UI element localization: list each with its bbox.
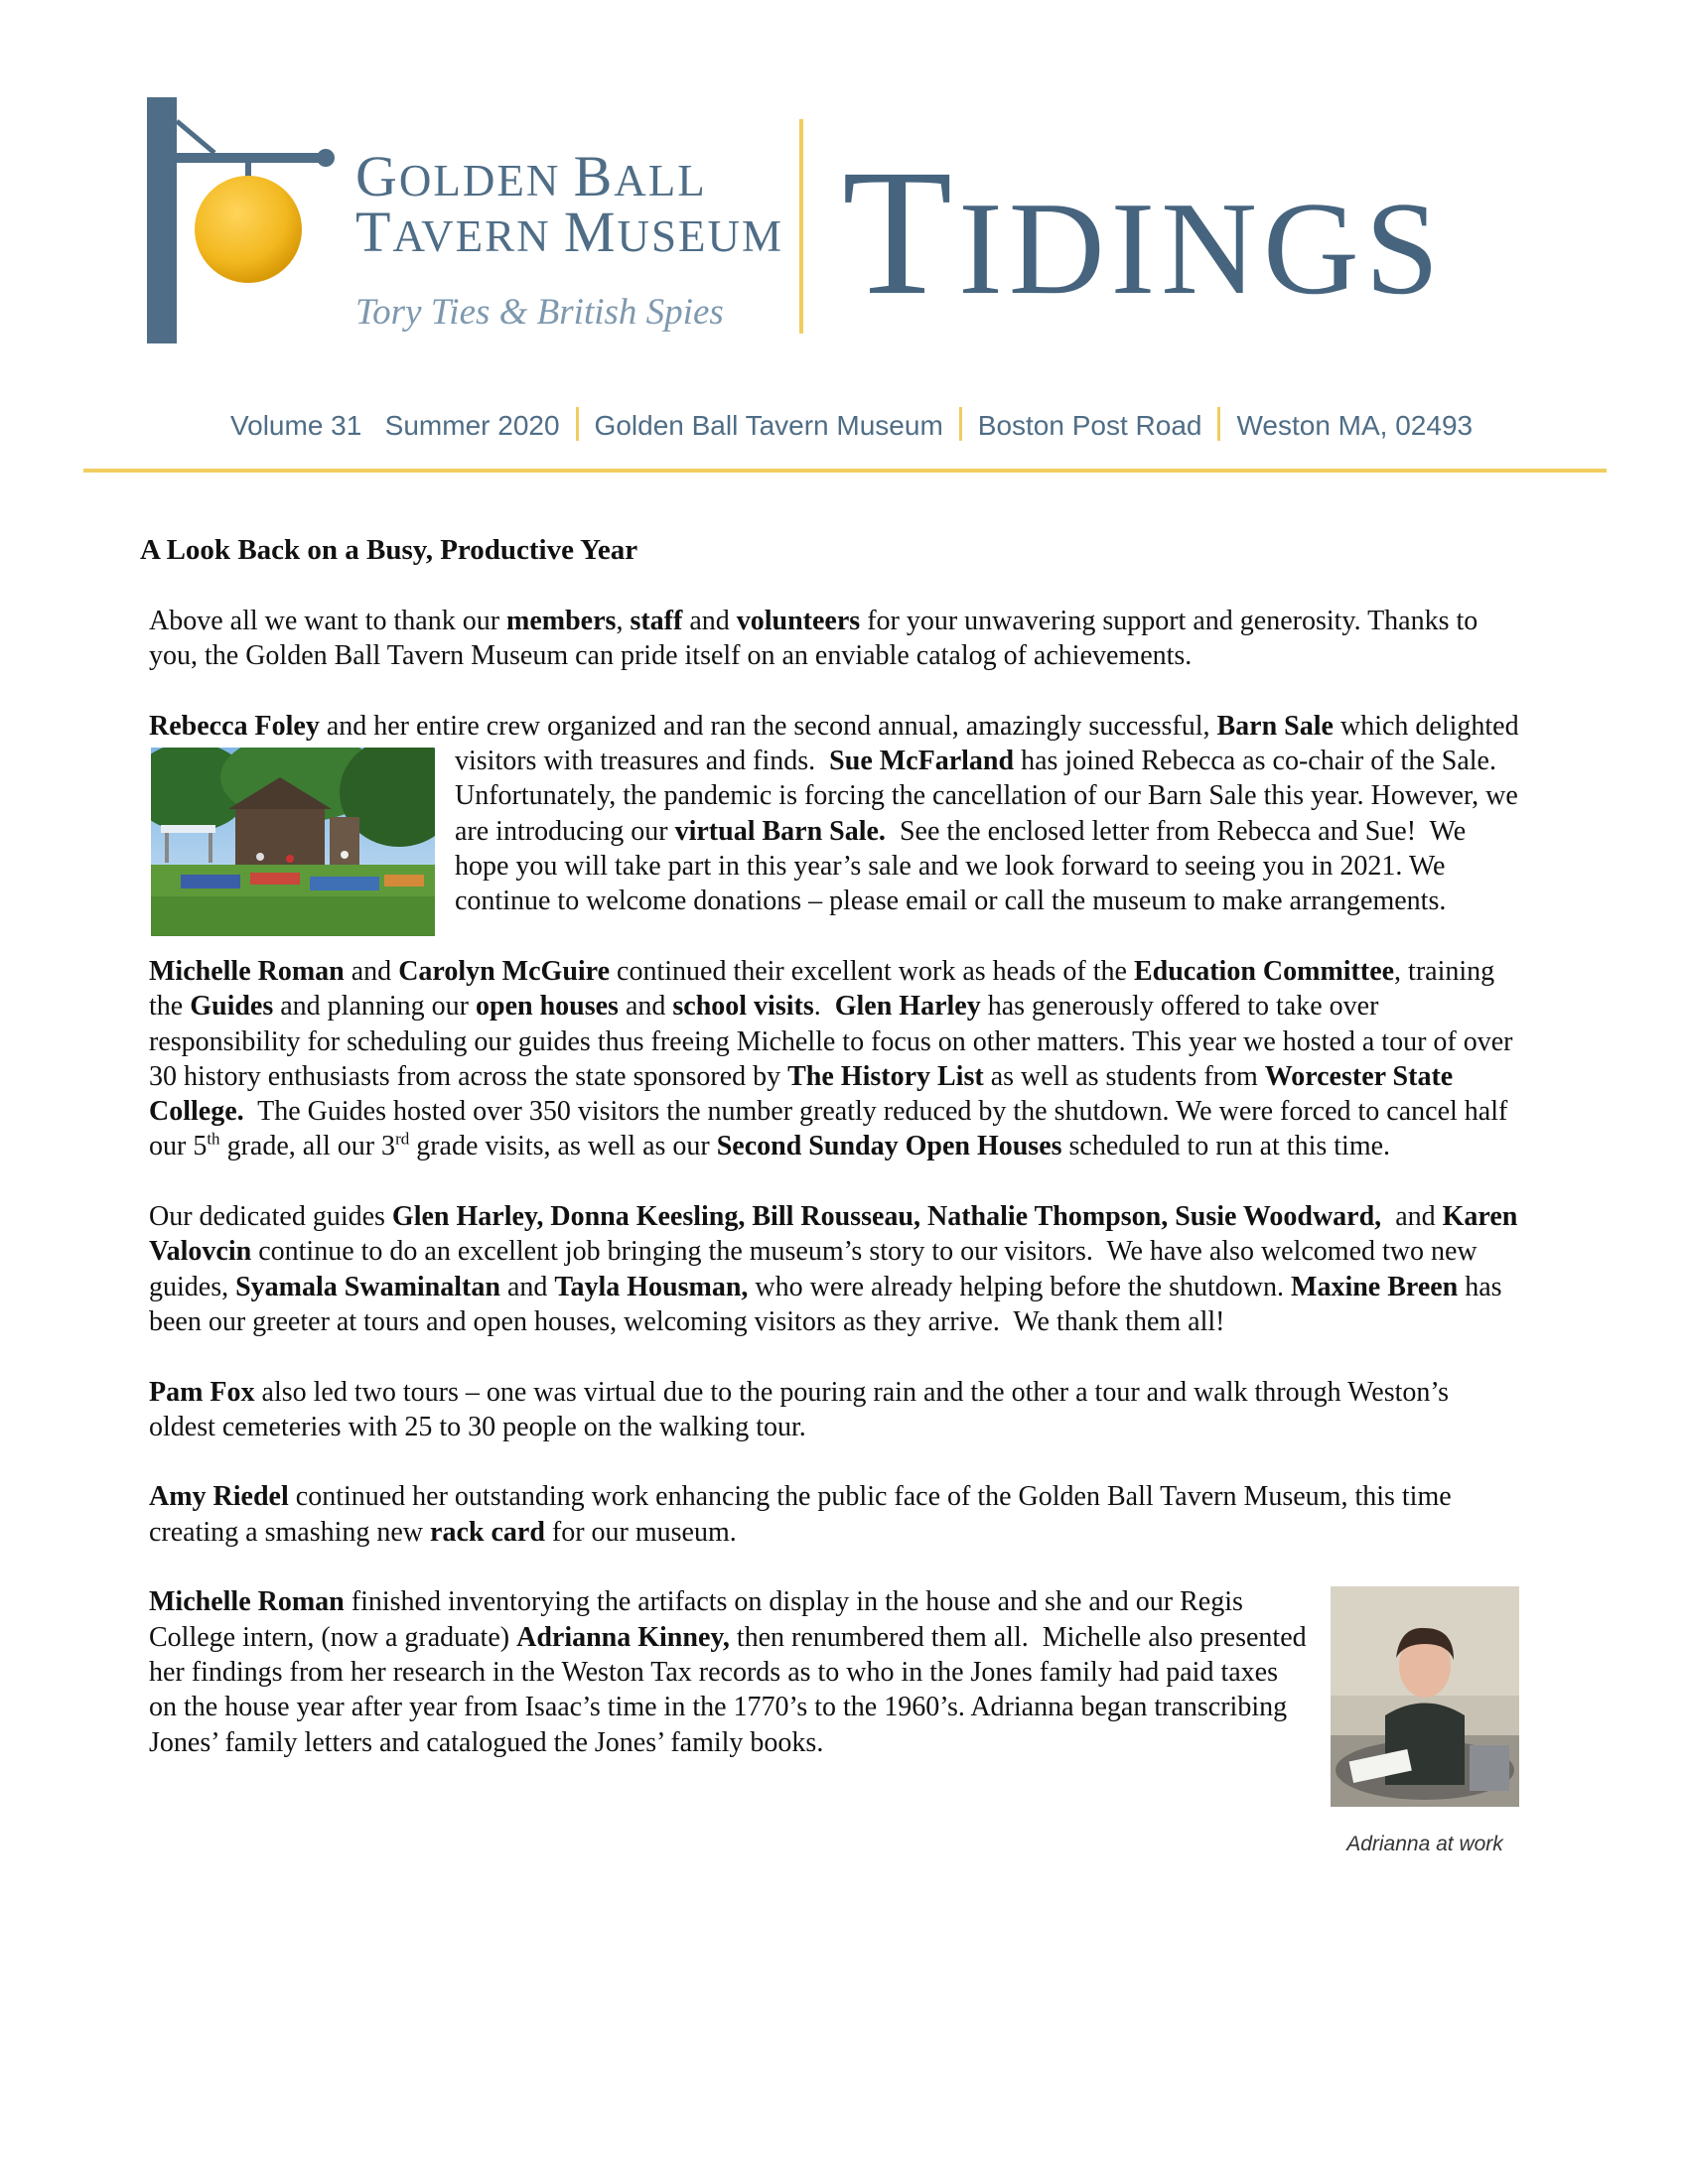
tagline: Tory Ties & British Spies	[355, 292, 724, 333]
issue-season: Summer 2020	[384, 410, 560, 441]
paragraph-barn-sale: Rebecca Foley and her entire crew organized and ran the second annual, amazingly successful, Barn Sale which delighted visitors with treasures and finds. Sue McFarland has joined Rebecca as co-chair of the Sale. Unfortunately, the pandemic is forcing the cancellation of our Barn Sale this year. However, we are introducing our virtual Barn Sale. See the enclosed letter from Rebecca and Sue! We hope you will take part in this year’s sale and we look forward to seeing you in 2021. We continue to welcome donations – please email or call the museum to make arrangements.	[149, 709, 1519, 919]
paragraph-inventory: Adrianna at work Michelle Roman finished inventorying the artifacts on display in the house and she and our Regis College intern, (now a graduate) Adrianna Kinney, then renumbered them all. Michelle also presented her findings from her research in the Weston Tax records as to who in the Jones family had paid taxes on the house year after year from Isaac’s time in the 1770’s to the 1960’s. Adrianna began transcribing Jones’ family letters and catalogued the Jones’ family books.	[149, 1584, 1519, 1759]
volume-number: Volume 31	[230, 410, 362, 441]
paragraph-thanks: Above all we want to thank our members, staff and volunteers for your unwavering support and generosity. Thanks to you, the Golden Ball Tavern Museum can pride itself on an enviable catalog of achievements.	[149, 606, 1478, 672]
museum-name	[355, 144, 783, 264]
masthead-divider	[799, 119, 803, 334]
adrianna-photo	[1331, 1586, 1519, 1807]
photo-caption: Adrianna at work	[1346, 1832, 1503, 1855]
museum-name-line-1: GOLDEN BALL	[355, 144, 707, 208]
issue-info-bar	[230, 407, 1473, 442]
header-rule	[83, 469, 1607, 473]
street-address: Boston Post Road	[977, 410, 1202, 441]
museum-name-line-2: TAVERN MUSEUM	[355, 200, 783, 264]
paragraph-rack-card: Amy Riedel continued her outstanding work enhancing the public face of the Golden Ball Tavern Museum, this time creating a smashing new rack card for our museum.	[149, 1481, 1452, 1548]
newsletter-title: TIDINGS	[842, 133, 1446, 333]
info-separator	[576, 407, 579, 441]
paragraph-tours: Pam Fox also led two tours – one was virtual due to the pouring rain and the other a tour and walk through Weston’s oldest cemeteries with 25 to 30 people on the walking tour.	[149, 1376, 1450, 1442]
info-separator	[1217, 407, 1220, 441]
paragraph-education: Michelle Roman and Carolyn McGuire continued their excellent work as heads of the Education Committee, training the Guides and planning our open houses and school visits. Glen Harley has generously offered to take over responsibility for scheduling our guides thus freeing Michelle to focus on other matters. This year we hosted a tour of over 30 history enthusiasts from across the state sponsored by The History List as well as students from Worcester State College. The Guides hosted over 350 visitors the number greatly reduced by the shutdown. We were forced to cancel half our 5th grade, all our 3rd grade visits, as well as our Second Sunday Open Houses scheduled to run at this time.	[149, 955, 1513, 1162]
museum-label: Golden Ball Tavern Museum	[594, 410, 943, 441]
paragraph-guides: Our dedicated guides Glen Harley, Donna Keesling, Bill Rousseau, Nathalie Thompson, Susie Woodward, and Karen Valovcin continue to do an excellent job bringing the museum’s story to our visitors. We have also welcomed two new guides, Syamala Swaminaltan and Tayla Housman, who were already helping before the shutdown. Maxine Breen has been our greeter at tours and open houses, welcoming visitors as they arrive. We thank them all!	[149, 1201, 1518, 1337]
barn-sale-photo	[151, 748, 435, 936]
article-body	[149, 604, 1519, 1861]
city-address: Weston MA, 02493	[1236, 410, 1474, 441]
adrianna-photo-figure	[1331, 1586, 1519, 1861]
golden-ball-sign-logo	[139, 97, 338, 345]
article-title: A Look Back on a Busy, Productive Year	[140, 534, 638, 566]
info-separator	[959, 407, 962, 441]
